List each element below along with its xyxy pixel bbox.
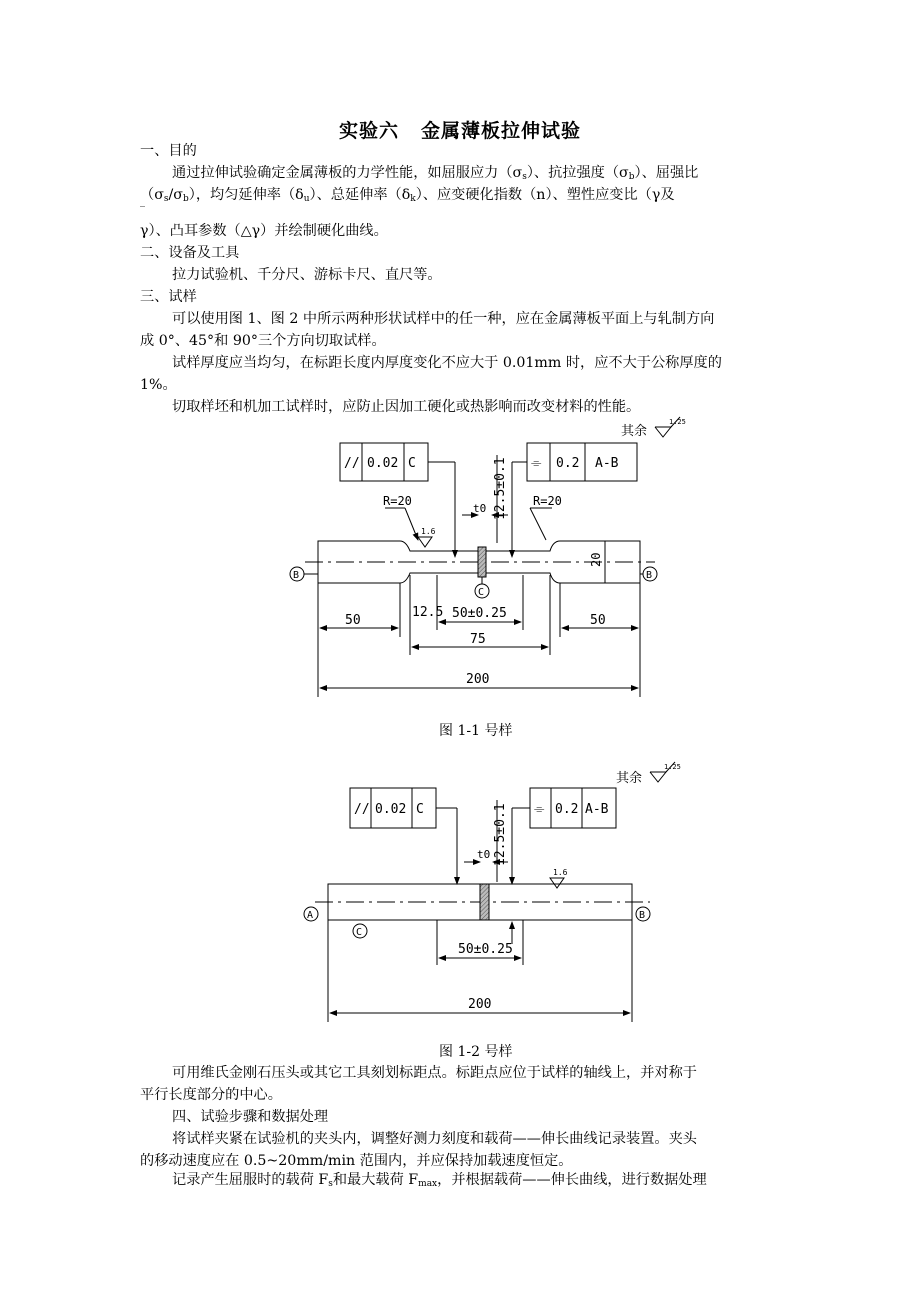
fig1-tol-right-symbol: ⌯ xyxy=(531,456,542,471)
section-2-heading: 二、设备及工具 xyxy=(140,245,240,261)
after-p1-b: 平行长度部分的中心。 xyxy=(140,1087,282,1103)
figure-1-drawing xyxy=(0,415,920,715)
fig2-tol-right-datum: A-B xyxy=(585,802,609,817)
section-3-heading: 三、试样 xyxy=(140,289,197,305)
fig2-tol-left-value: 0.02 xyxy=(375,802,407,817)
fig1-dim-12-5: 12.5 xyxy=(412,605,444,620)
section-3-p2-b: 1%。 xyxy=(140,377,177,393)
fig2-tol-left-symbol: // xyxy=(354,802,370,817)
fig1-vertical-dim: 12.5±0.1 xyxy=(493,457,508,520)
section-4-p1-b: 的移动速度应在 0.5~20mm/min 范围内，并应保持加载速度恒定。 xyxy=(140,1153,573,1169)
fig1-radius-right: R=20 xyxy=(533,494,562,508)
section-1-heading: 一、目的 xyxy=(140,143,197,159)
figure-2-drawing xyxy=(0,760,920,1040)
fig1-roughness: 1.6 xyxy=(421,527,436,536)
fig2-datum-a: A xyxy=(307,910,314,921)
title-part-2: 金属薄板拉伸试验 xyxy=(421,120,582,142)
fig1-dim-50-left: 50 xyxy=(345,613,361,628)
section-2-text: 拉力试验机、千分尺、游标卡尺、直尺等。 xyxy=(172,267,442,283)
figure-1-caption: 图 1-1 号样 xyxy=(439,723,513,739)
fig1-remark-value: 1.25 xyxy=(669,418,686,426)
fig2-tol-right-value: 0.2 xyxy=(555,802,579,817)
fig1-t0: t0 xyxy=(473,502,487,515)
fig1-tol-right-datum: A-B xyxy=(595,456,619,471)
figure-2-caption: 图 1-2 号样 xyxy=(439,1044,513,1060)
fig1-dim-75: 75 xyxy=(470,632,486,647)
section-3-p2-a: 试样厚度应当均匀，在标距长度内厚度变化不应大于 0.01mm 时，应不大于公称厚度的 xyxy=(172,355,722,371)
section-4-heading: 四、试验步骤和数据处理 xyxy=(172,1109,329,1125)
title-part-1: 实验六 xyxy=(338,120,399,142)
fig1-datum-b-left: B xyxy=(293,570,300,581)
fig2-datum-c: C xyxy=(356,927,363,938)
fig2-remark: 其余 xyxy=(616,771,643,786)
fig1-tol-left-symbol: // xyxy=(344,456,360,471)
section-1-line-1: 通过拉伸试验确定金属薄板的力学性能，如屈服应力$(\sigma_s)$、抗拉强度$(\sigma_b)$、屈强比 xyxy=(172,165,699,182)
fig1-dim-200: 200 xyxy=(466,672,490,687)
fig1-radius-left: R=20 xyxy=(383,494,412,508)
fig1-tol-left-datum: C xyxy=(408,456,416,471)
fig1-dim-50-right: 50 xyxy=(590,613,606,628)
fig2-dim-gauge: 50±0.25 xyxy=(458,942,513,957)
fig1-tol-left-value: 0.02 xyxy=(367,456,399,471)
section-4-p1-a: 将试样夹紧在试验机的夹头内，调整好测力刻度和载荷——伸长曲线记录装置。夹头 xyxy=(172,1131,697,1147)
fig2-roughness: 1.6 xyxy=(553,868,568,877)
fig1-tol-right-value: 0.2 xyxy=(556,456,580,471)
fig2-tol-left-datum: C xyxy=(416,802,424,817)
fig1-remark: 其余 xyxy=(621,424,648,439)
gamma-bar: ‾ xyxy=(140,206,145,217)
fig2-vertical-dim: 12.5±0.1 xyxy=(493,803,508,866)
fig2-t0: t0 xyxy=(477,848,491,861)
section-1-line-3: γ）、凸耳参数（△γ）并绘制硬化曲线。 xyxy=(140,223,388,239)
section-1-line-2: $(\sigma_s/\sigma_b)$，均匀延伸率$(\delta_u)$、总延伸率$(\delta_k)$、应变硬化指数（n）、塑性应变比（γ及 xyxy=(140,187,675,204)
fig2-datum-b: B xyxy=(639,910,646,921)
fig1-datum-b-right: B xyxy=(646,570,653,581)
section-3-p1-a: 可以使用图 1、图 2 中所示两种形状试样中的任一种，应在金属薄板平面上与轧制方向 xyxy=(172,311,715,327)
section-3-p3: 切取样坯和机加工试样时，应防止因加工硬化或热影响而改变材料的性能。 xyxy=(172,399,641,415)
fig1-datum-c: C xyxy=(478,587,485,598)
fig2-remark-value: 1.25 xyxy=(664,763,681,771)
fig1-width-dim: 20 xyxy=(589,552,603,567)
after-p1-a: 可用维氏金刚石压头或其它工具刻划标距点。标距点应位于试样的轴线上，并对称于 xyxy=(172,1065,697,1081)
page-title xyxy=(0,116,920,143)
fig2-tol-right-symbol: ⌯ xyxy=(534,802,545,817)
section-4-p2: 记录产生屈服时的载荷 $F_s$和最大载荷 $F_{max}$，并根据载荷——伸长曲线，进行数据处理 xyxy=(172,1172,707,1189)
fig1-dim-gauge: 50±0.25 xyxy=(452,606,507,621)
fig2-dim-200: 200 xyxy=(468,997,492,1012)
section-3-p1-b: 成 0°、45°和 90°三个方向切取试样。 xyxy=(140,333,386,349)
